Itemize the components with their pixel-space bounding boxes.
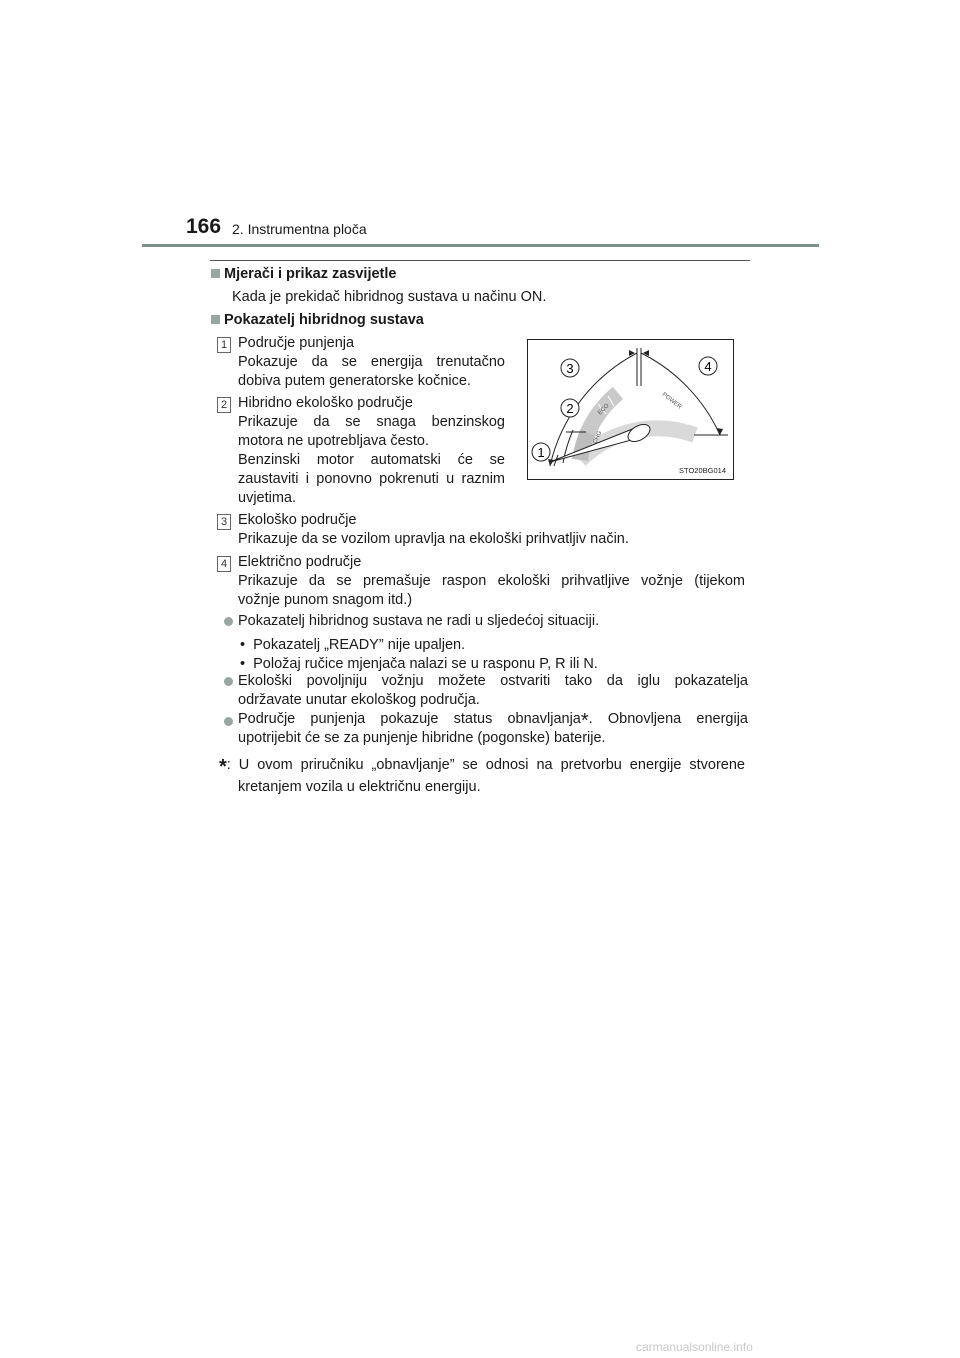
note-3: Područje punjenja pokazuje status obnavljanja*. Obnovljena energija upotrijebit će se za punjenje hibridne (pogonske) baterije. [238, 710, 748, 746]
callout-3 [561, 359, 579, 377]
section-heading-hybrid-indicator: Pokazatelj hibridnog sustava [211, 312, 424, 328]
footnote: *: U ovom priručniku „obnavljanje” se odnosi na pretvorbu energije stvorene kretanjem vozila u električnu energiju. [219, 756, 745, 795]
item-title: Hibridno ekološko područje [238, 395, 413, 411]
item-title: Električno područje [238, 554, 362, 570]
svg-text:2: 2 [566, 401, 574, 416]
figure-code: STO20BG014 [679, 466, 726, 475]
gauge-label-power: POWER [660, 391, 683, 411]
footnote-marker: * [580, 710, 589, 732]
item-4: Električno područje Prikazuje da se premašuje raspon ekološki prihvatljive vožnje (tijekom vožnje punom snagom itd.) [238, 554, 745, 608]
page-number: 166 [186, 215, 222, 238]
hybrid-indicator-figure [527, 339, 734, 480]
watermark: carmanualsonline.info [636, 1340, 753, 1354]
callout-4 [699, 357, 717, 375]
item-number-2: 2 [217, 397, 231, 413]
note-1-sublist [240, 636, 598, 674]
callout-1 [532, 443, 550, 461]
section-text: Kada je prekidač hibridnog sustava u načinu ON. [232, 289, 547, 305]
note-1: Pokazatelj hibridnog sustava ne radi u sljedećoj situaciji. [238, 613, 600, 629]
section-rule [210, 260, 750, 261]
item-title: Područje punjenja [238, 335, 355, 351]
arrow-icon [716, 428, 723, 435]
item-number-4: 4 [217, 556, 231, 572]
svg-text:4: 4 [704, 359, 712, 374]
header-rule [142, 244, 819, 247]
sub-item: • Položaj ručice mjenjača nalazi se u rasponu P, R ili N. [240, 656, 598, 672]
round-bullet-icon [224, 677, 233, 686]
round-bullet-icon [224, 717, 233, 726]
svg-text:3: 3 [566, 361, 574, 376]
note-2: Ekološki povoljniju vožnju možete ostvariti tako da iglu pokazatelja održavate unutar ekološkog područja. [238, 673, 748, 708]
round-bullet-icon [224, 617, 233, 626]
gauge-label-chg: CHG [592, 430, 604, 445]
item-1: Područje punjenja Pokazuje da se energija trenutačno dobiva putem generatorske kočnice. [238, 335, 505, 389]
item-3: Ekološko područje Prikazuje da se vozilom upravlja na ekološki prihvatljiv način. [238, 511, 748, 549]
item-number-3: 3 [217, 514, 231, 530]
item-number-1: 1 [217, 337, 231, 353]
square-bullet-icon [211, 315, 220, 324]
sub-item: • Pokazatelj „READY” nije upaljen. [240, 637, 466, 653]
gauge-label-eco: ECO [597, 402, 611, 417]
arrow-icon [548, 459, 554, 466]
svg-text:1: 1 [537, 445, 545, 460]
item-2: Hibridno ekološko područje Prikazuje da se snaga benzinskog motora ne upotrebljava često. Benzinski motor automatski će se zaustaviti i ponovno pokrenuti u raznim uvjetima. [238, 395, 505, 506]
section-heading-gauges: Mjerači i prikaz zasvijetle [211, 266, 396, 282]
gauge-needle [550, 421, 653, 462]
footnote-marker: * [219, 756, 227, 778]
chapter-title: 2. Instrumentna ploča [232, 221, 367, 237]
square-bullet-icon [211, 269, 220, 278]
gauge-band-charge [580, 432, 588, 460]
callout-2 [561, 399, 579, 417]
hybrid-gauge-illustration [528, 340, 733, 479]
item-title: Ekološko područje [238, 512, 357, 528]
